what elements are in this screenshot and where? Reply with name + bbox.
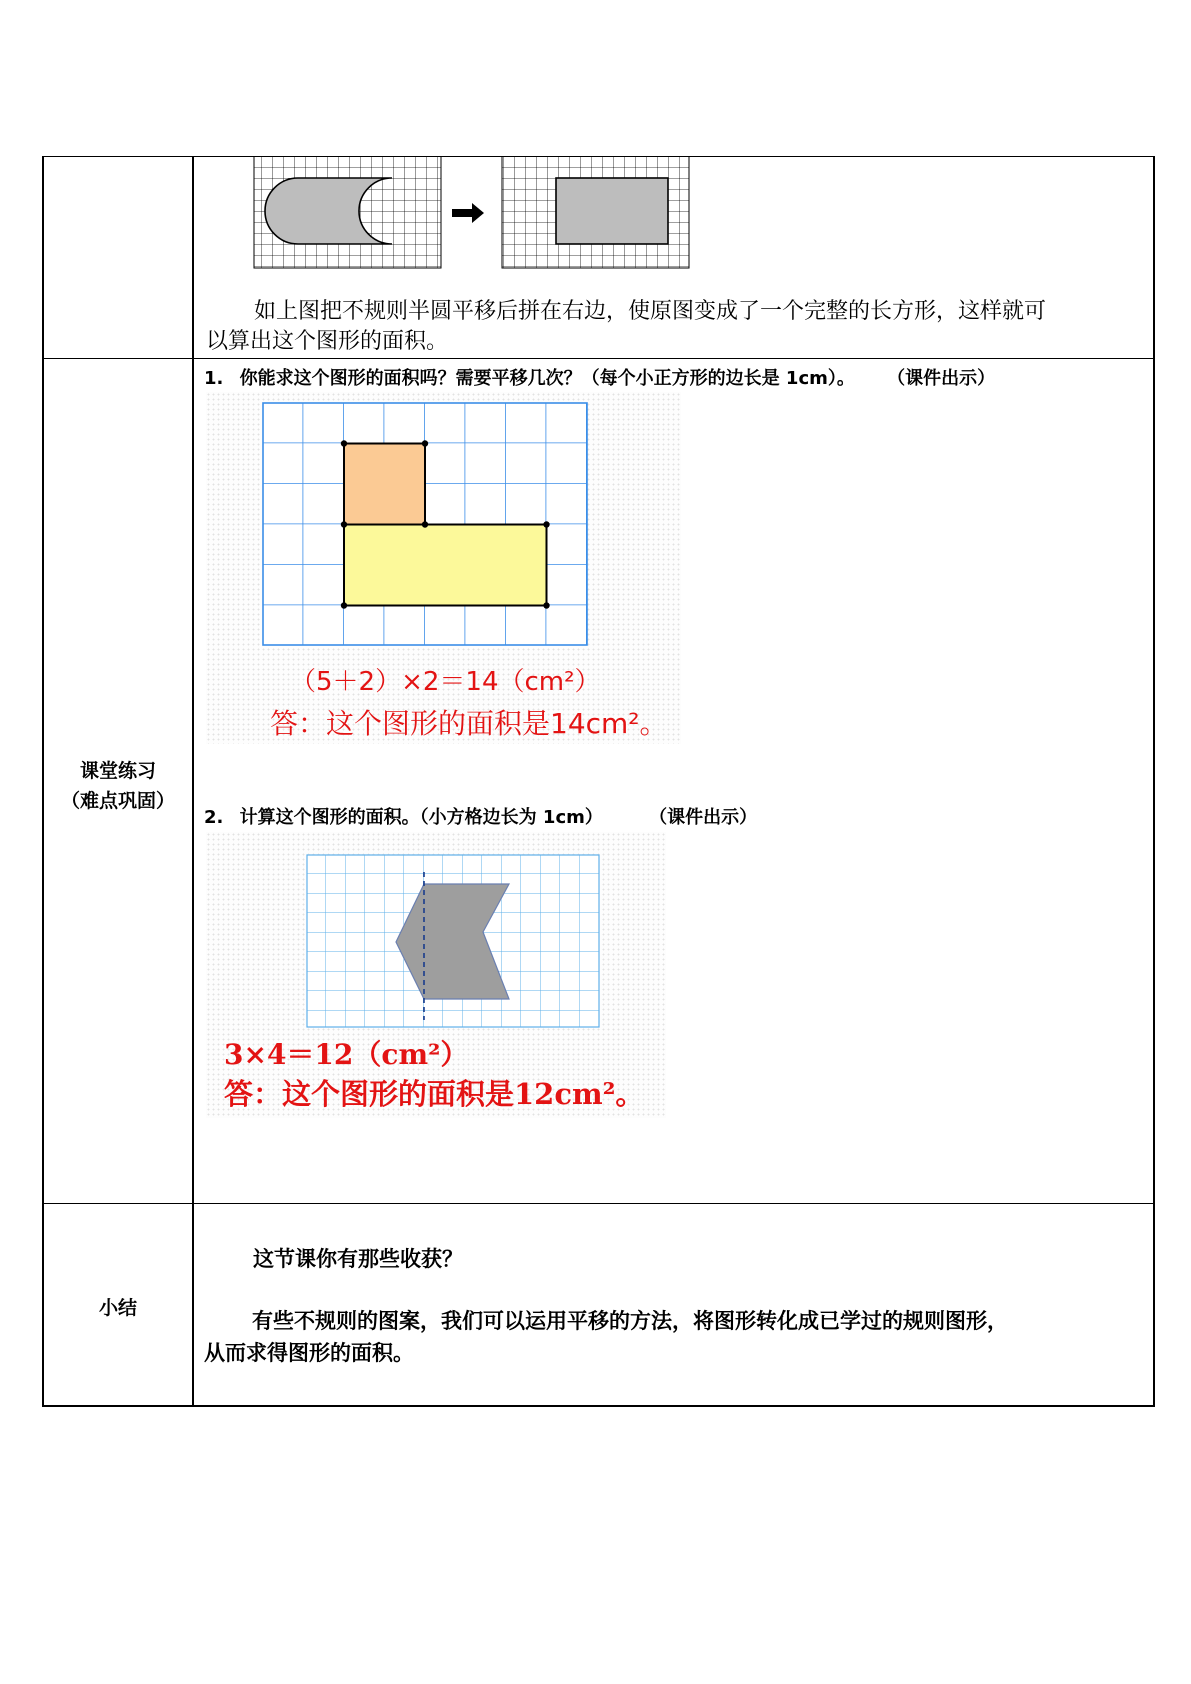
arrow-right-icon	[452, 203, 484, 223]
summary-label: 小结	[98, 1297, 137, 1319]
summary-line-2: 从而求得图形的面积。	[204, 1341, 414, 1365]
yellow-rectangle	[344, 525, 547, 606]
translation-illustration	[250, 156, 700, 272]
practice-label-line-2: （难点巩固）	[60, 790, 175, 812]
question-1-grid-figure	[262, 402, 588, 646]
row-divider-2	[42, 1203, 1155, 1204]
result-rectangle	[556, 178, 668, 244]
result-rectangle-grid	[502, 156, 689, 268]
question-2	[204, 803, 757, 829]
question-1	[204, 364, 995, 390]
question-1-note: （课件出示）	[887, 368, 996, 389]
summary-text	[204, 1305, 1149, 1369]
table-column-divider	[192, 156, 194, 1407]
question-2-grid-figure	[306, 854, 600, 1030]
question-1-answer: 答：这个图形的面积是14cm²。	[270, 707, 668, 740]
explanation-line-2: 以算出这个图形的面积。	[206, 329, 449, 354]
question-2-number: 2.	[204, 807, 224, 828]
question-2-formula: 3×4＝12（cm²）	[224, 1038, 469, 1071]
question-2-note: （课件出示）	[649, 807, 758, 828]
explanation-line-1: 如上图把不规则半圆平移后拼在右边，使原图变成了一个完整的长方形，这样就可	[254, 299, 1047, 324]
original-shape-grid	[254, 156, 441, 268]
summary-line-1: 有些不规则的图案，我们可以运用平移的方法，将图形转化成已学过的规则图形，	[252, 1309, 1008, 1333]
row-divider-1	[42, 358, 1155, 359]
explanation-text	[206, 297, 1146, 357]
question-2-text: 计算这个图形的面积。（小方格边长为 1cm）	[239, 807, 603, 828]
question-1-number: 1.	[204, 368, 224, 389]
summary-question: 这节课你有那些收获？	[253, 1247, 463, 1271]
table-right-border	[1153, 156, 1155, 1407]
question-1-formula: （5＋2）×2＝14（cm²）	[290, 667, 601, 697]
table-bottom-border	[42, 1405, 1155, 1407]
question-2-answer: 答：这个图形的面积是12cm²。	[224, 1077, 645, 1111]
question-1-text: 你能求这个图形的面积吗？需要平移几次？（每个小正方形的边长是 1cm）。	[239, 368, 855, 389]
orange-square	[344, 444, 425, 525]
practice-label-line-1: 课堂练习	[79, 760, 156, 782]
practice-label	[44, 756, 192, 816]
